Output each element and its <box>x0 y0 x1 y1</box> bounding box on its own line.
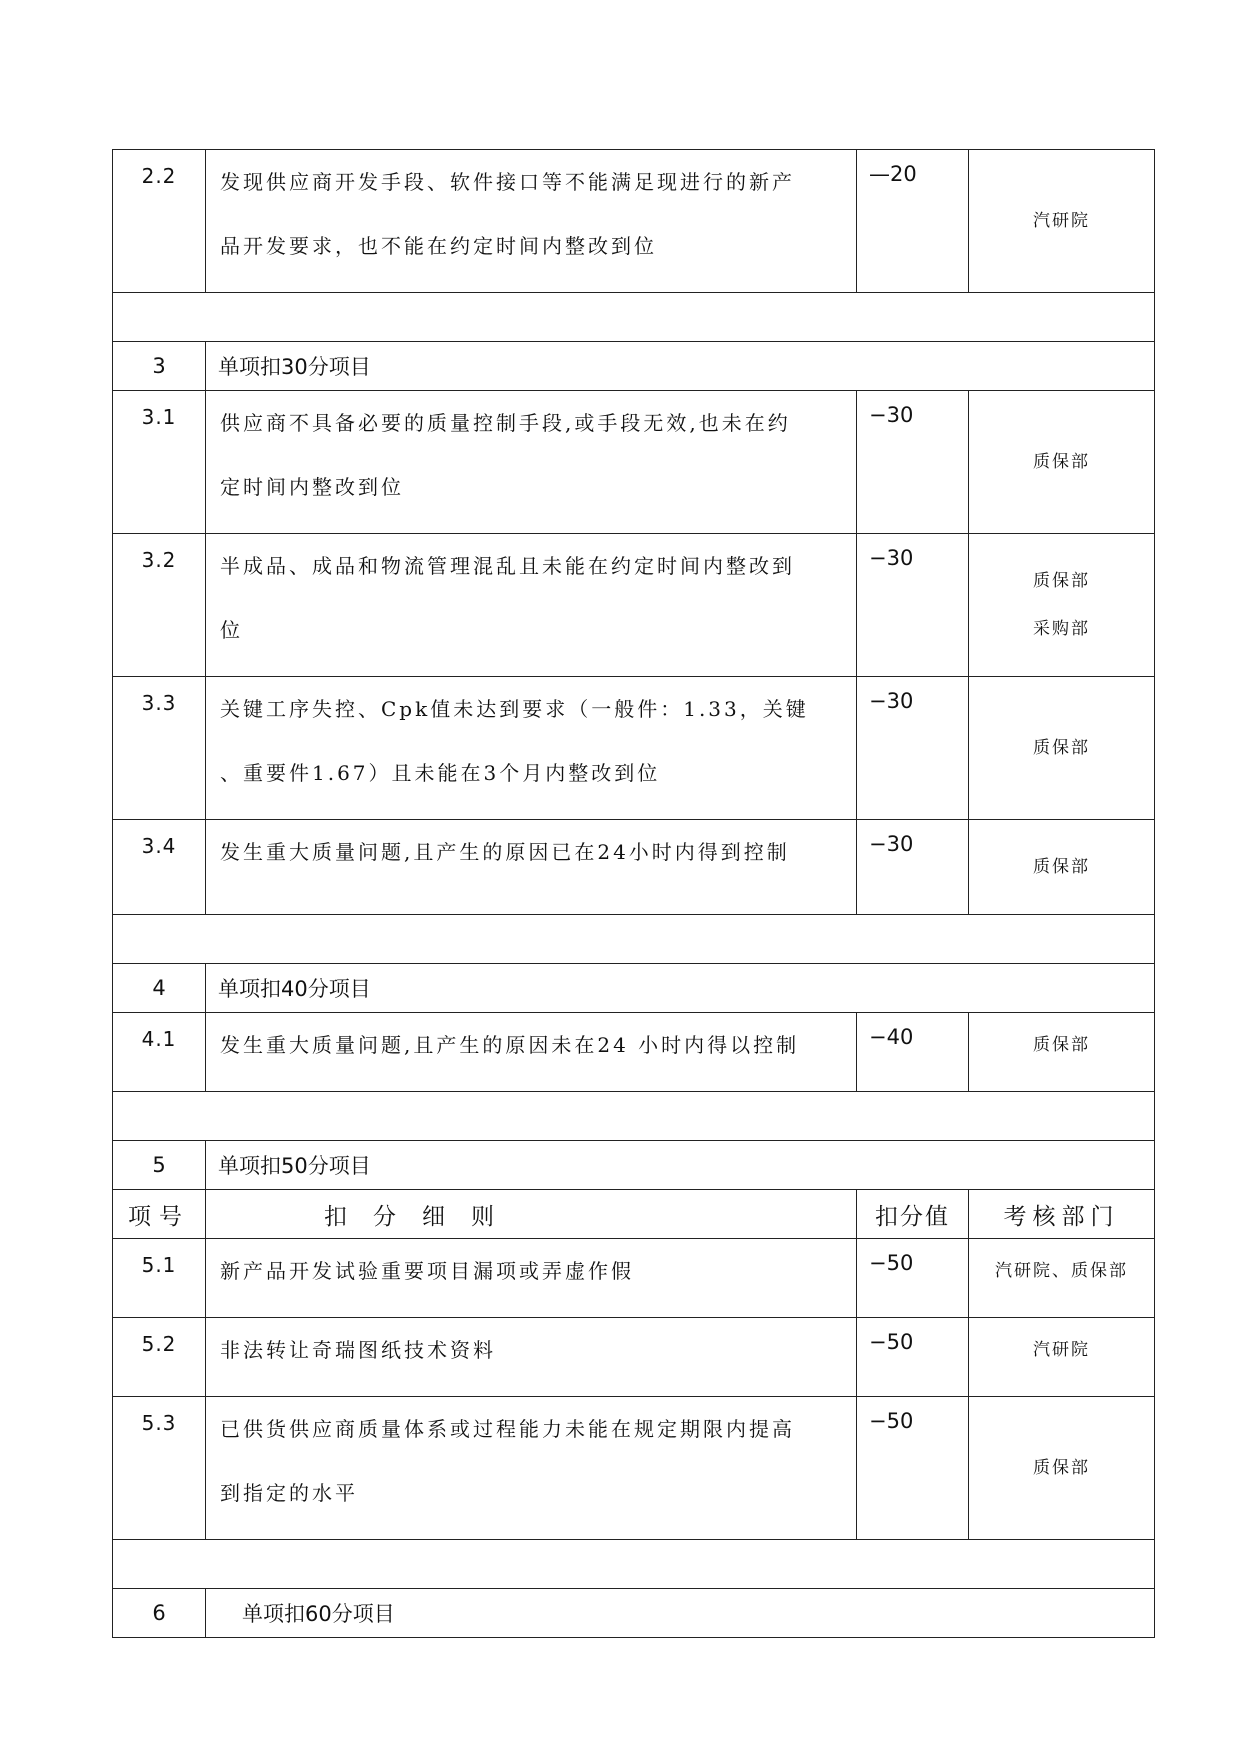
section-row <box>113 1141 1155 1190</box>
section-number: 5 <box>113 1141 206 1190</box>
deduction-value: −50 <box>857 1239 969 1318</box>
item-description: 发现供应商开发手段、软件接口等不能满足现进行的新产 品开发要求，也不能在约定时间内整改到位 <box>206 150 857 293</box>
table-row <box>113 820 1155 915</box>
table-row <box>113 1239 1155 1318</box>
item-description: 半成品、成品和物流管理混乱且未能在约定时间内整改到 位 <box>206 534 857 677</box>
table-row <box>113 391 1155 534</box>
section-title: 单项扣40分项目 <box>206 964 1155 1013</box>
section-title: 单项扣30分项目 <box>206 342 1155 391</box>
item-number: 5.2 <box>113 1318 206 1397</box>
table-row <box>113 1013 1155 1092</box>
deduction-value: −30 <box>857 677 969 820</box>
deduction-value: −50 <box>857 1397 969 1540</box>
header-item-number: 项号 <box>113 1190 206 1239</box>
department: 质保部 采购部 <box>969 534 1155 677</box>
deduction-value: −30 <box>857 534 969 677</box>
item-number: 4.1 <box>113 1013 206 1092</box>
item-number: 3.4 <box>113 820 206 915</box>
deduction-table <box>112 149 1155 1638</box>
department: 汽研院 <box>969 1318 1155 1397</box>
section-row <box>113 342 1155 391</box>
section-row <box>113 964 1155 1013</box>
deduction-value: −30 <box>857 820 969 915</box>
item-description: 发生重大质量问题,且产生的原因已在24小时内得到控制 <box>206 820 857 915</box>
table-row <box>113 1397 1155 1540</box>
deduction-value: −30 <box>857 391 969 534</box>
item-description: 已供货供应商质量体系或过程能力未能在规定期限内提高 到指定的水平 <box>206 1397 857 1540</box>
item-number: 3.3 <box>113 677 206 820</box>
header-deduction: 扣分值 <box>857 1190 969 1239</box>
section-number: 3 <box>113 342 206 391</box>
item-description: 新产品开发试验重要项目漏项或弄虚作假 <box>206 1239 857 1318</box>
item-number: 3.2 <box>113 534 206 677</box>
section-number: 4 <box>113 964 206 1013</box>
deduction-value: −50 <box>857 1318 969 1397</box>
item-number: 5.3 <box>113 1397 206 1540</box>
item-description: 发生重大质量问题,且产生的原因未在24 小时内得以控制 <box>206 1013 857 1092</box>
item-number: 5.1 <box>113 1239 206 1318</box>
header-department: 考核部门 <box>969 1190 1155 1239</box>
spacer-row <box>113 915 1155 964</box>
item-description: 关键工序失控、Cpk值未达到要求（一般件：1.33，关键 、重要件1.67）且未能在3个月内整改到位 <box>206 677 857 820</box>
department: 汽研院 <box>969 150 1155 293</box>
section-title: 单项扣50分项目 <box>206 1141 1155 1190</box>
department: 质保部 <box>969 820 1155 915</box>
department: 质保部 <box>969 1397 1155 1540</box>
table-row <box>113 677 1155 820</box>
table-row <box>113 534 1155 677</box>
table-header-row <box>113 1190 1155 1239</box>
section-title: 单项扣60分项目 <box>206 1589 1155 1638</box>
section-row <box>113 1589 1155 1638</box>
deduction-value: —20 <box>857 150 969 293</box>
spacer-row <box>113 1092 1155 1141</box>
spacer-row <box>113 293 1155 342</box>
table-row <box>113 150 1155 293</box>
item-number: 3.1 <box>113 391 206 534</box>
department: 汽研院、质保部 <box>969 1239 1155 1318</box>
item-description: 供应商不具备必要的质量控制手段,或手段无效,也未在约 定时间内整改到位 <box>206 391 857 534</box>
table-row <box>113 1318 1155 1397</box>
item-number: 2.2 <box>113 150 206 293</box>
department: 质保部 <box>969 391 1155 534</box>
spacer-row <box>113 1540 1155 1589</box>
section-number: 6 <box>113 1589 206 1638</box>
department: 质保部 <box>969 1013 1155 1092</box>
deduction-value: −40 <box>857 1013 969 1092</box>
department: 质保部 <box>969 677 1155 820</box>
item-description: 非法转让奇瑞图纸技术资料 <box>206 1318 857 1397</box>
header-rules: 扣分细则 <box>206 1190 857 1239</box>
